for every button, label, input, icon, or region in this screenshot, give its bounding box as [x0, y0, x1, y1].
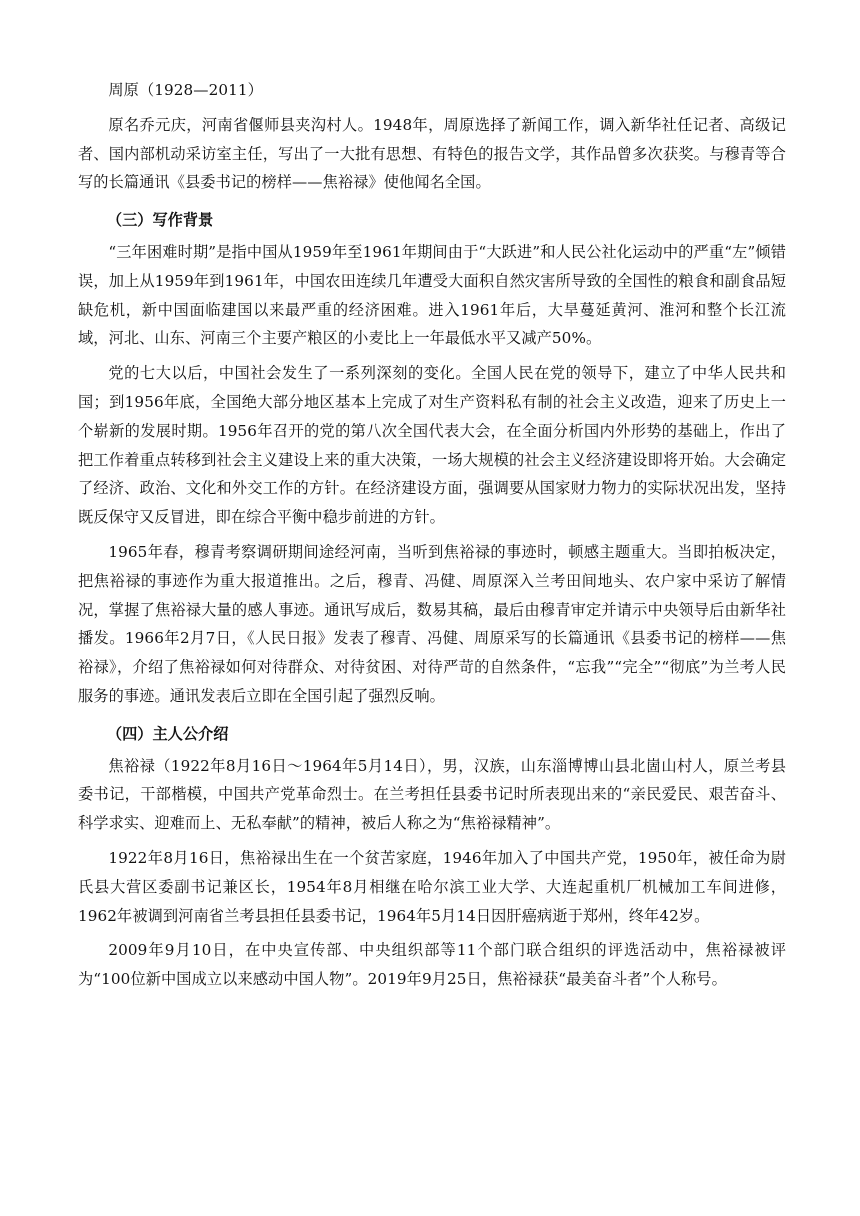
protagonist-paragraph: 1922年8月16日，焦裕禄出生在一个贫苦家庭，1946年加入了中国共产党，1950年，被任命为尉氏县大营区委副书记兼区长，1954年8月相继在哈尔滨工业大学、大连起重机厂机械加工车间进修，1962年被调到河南省兰考县担任县委书记，1964年5月14日因肝癌病逝于郑州，终年42岁。 — [78, 848, 786, 925]
protagonist-paragraph: 焦裕禄（1922年8月16日～1964年5月14日），男，汉族，山东淄博博山县北崮山村人，原兰考县委书记，干部楷模，中国共产党革命烈士。在兰考担任县委书记时所表现出来的“亲民爱民、艰苦奋斗、科学求实、迎难而上、无私奉献”的精神，被后人称之为“焦裕禄精神”。 — [78, 756, 786, 833]
document-page — [78, 76, 786, 994]
author-bio: 原名乔元庆，河南省偃师县夹沟村人。1948年，周原选择了新闻工作，调入新华社任记者、高级记者、国内部机动采访室主任，写出了一大批有思想、有特色的报告文学，其作品曾多次获奖。与穆青等合写的长篇通讯《县委书记的榜样——焦裕禄》使他闻名全国。 — [78, 115, 786, 192]
background-paragraph: 党的七大以后，中国社会发生了一系列深刻的变化。全国人民在党的领导下，建立了中华人民共和国；到1956年底，全国绝大部分地区基本上完成了对生产资料私有制的社会主义改造，迎来了历史上一个崭新的发展时期。1956年召开的党的第八次全国代表大会，在全面分析国内外形势的基础上，作出了把工作着重点转移到社会主义建设上来的重大决策，一场大规模的社会主义经济建设即将开始。大会确定了经济、政治、文化和外交工作的方针。在经济建设方面，强调要从国家财力物力的实际状况出发，坚持既反保守又反冒进，即在综合平衡中稳步前进的方针。 — [78, 364, 786, 527]
background-paragraph: “三年困难时期”是指中国从1959年至1961年期间由于“大跃进”和人民公社化运动中的严重“左”倾错误，加上从1959年到1961年，中国农田连续几年遭受大面积自然灾害所导致的全国性的粮食和副食品短缺危机，新中国面临建国以来最严重的经济困难。进入1961年后，大旱蔓延黄河、淮河和整个长江流域，河北、山东、河南三个主要产粮区的小麦比上一年最低水平又减产50%。 — [78, 242, 786, 348]
protagonist-paragraph: 2009年9月10日，在中央宣传部、中央组织部等11个部门联合组织的评选活动中，焦裕禄被评为“100位新中国成立以来感动中国人物”。2019年9月25日，焦裕禄获“最美奋斗者”个人称号。 — [78, 941, 786, 989]
background-paragraph: 1965年春，穆青考察调研期间途经河南，当听到焦裕禄的事迹时，顿感主题重大。当即拍板决定，把焦裕禄的事迹作为重大报道推出。之后，穆青、冯健、周原深入兰考田间地头、农户家中采访了解情况，掌握了焦裕禄大量的感人事迹。通讯写成后，数易其稿，最后由穆青审定并请示中央领导后由新华社播发。1966年2月7日，《人民日报》发表了穆青、冯健、周原采写的长篇通讯《县委书记的榜样——焦裕禄》，介绍了焦裕禄如何对待群众、对待贫困、对待严苛的自然条件，“忘我”“完全”“彻底”为兰考人民服务的事迹。通讯发表后立即在全国引起了强烈反响。 — [78, 542, 786, 705]
author-name-line: 周原（1928—2011） — [108, 81, 263, 99]
section-heading-protagonist: （四）主人公介绍 — [106, 724, 229, 743]
section-heading-background: （三）写作背景 — [106, 211, 214, 230]
